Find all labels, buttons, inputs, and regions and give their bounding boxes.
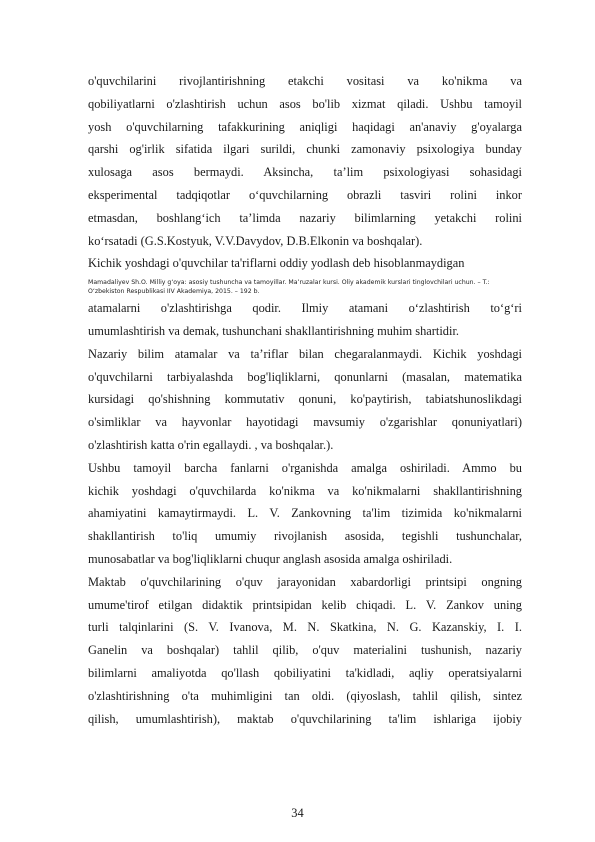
paragraph-2 [88, 252, 522, 342]
text-line: kursidagi qo'shishning kommutativ qonuni, ko'paytirish, tabiatshunoslikdagi [88, 392, 522, 407]
paragraph-5 [88, 571, 522, 731]
text-line: o'quvchilarni tarbiyalashda bog'liqliklarni, qonunlarni (masalan, matematika [88, 369, 522, 384]
text-line: Maktab o'quvchilarining o'quv jarayonidan xabardorligi printsipi ongning [88, 574, 522, 589]
text-line: eksperimental tadqiqotlar o‘quvchilarning obrazli tasviri rolini inkor [88, 187, 522, 202]
text-line: ahamiyatini kamaytirmaydi. L. V. Zankovning ta'lim tizimida ko'nikmalarni [88, 506, 522, 521]
footnote-line: Mamadaliyev Sh.O. Milliy g‘oya: asosiy tushuncha va tamoyillar. Ma’ruzalar kursi. Oliy akademik kurslari tinglovchilari uchun. – T.: [88, 279, 490, 287]
text-line: o'quvchilarini rivojlantirishning etakchi vositasi va ko'nikma va [88, 74, 522, 88]
text-line: Nazariy bilim atamalar va ta’riflar bilan chegaralanmaydi. Kichik yoshdagi [88, 346, 522, 361]
text-line: bilimlarni amaliyotda qo'llash qobiliyatini ta'kidladi, aqliy operatsiyalarni [88, 665, 522, 680]
text-line: o'simliklar va hayvonlar hayotidagi mavsumiy o'zgarishlar qonuniyatlari) [88, 415, 522, 430]
text-line: o'zlashtirishning o'ta muhimligini tan oldi. (qiyoslash, tahlil qilish, sintez [88, 688, 522, 703]
text-line: ko‘rsatadi (G.S.Kostyuk, V.V.Davydov, D.B.Elkonin va boshqalar). [88, 233, 423, 248]
text-line: qobiliyatlarni o'zlashtirish uchun asos bo'lib xizmat qiladi. Ushbu tamoyil [88, 96, 522, 111]
text-line: o'zlashtirish katta o'rin egallaydi. , va boshqalar.). [88, 437, 334, 452]
paragraph-1 [88, 70, 522, 252]
footnote-line: O‘zbekiston Respublikasi IIV Akademiya, 2015. – 192 b. [88, 288, 260, 296]
text-line: Kichik yoshdagi o'quvchilar ta'riflarni oddiy yodlash deb hisoblanmaydigan [88, 256, 465, 271]
paragraph-4 [88, 457, 522, 571]
text-line: umumlashtirish va demak, tushunchani shakllantirishning muhim shartidir. [88, 323, 459, 338]
text-line: xulosaga asos bermaydi. Aksincha, ta’lim psixologiyasi sohasidagi [88, 165, 522, 180]
text-line: munosabatlar va bog'liqliklarni chuqur anglash asosida amalga oshiriladi. [88, 551, 453, 566]
text-line: qilish, umumlashtirish), maktab o'quvchilarining ta'lim ishlariga ijobiy [88, 711, 522, 726]
footnote [88, 278, 522, 296]
text-line: yosh o'quvchilarning tafakkurining aniqligi haqidagi an'anaviy g'oyalarga [88, 119, 522, 134]
text-line: umume'tirof etilgan didaktik printsipidan kelib chiqadi. L. V. Zankov uning [88, 597, 522, 612]
text-line: atamalarni o'zlashtirishga qodir. Ilmiy atamani o‘zlashtirish to‘g‘ri [88, 301, 522, 316]
page-body [88, 70, 522, 730]
paragraph-3 [88, 343, 522, 457]
text-line: qarshi og'irlik sifatida ilgari surildi, chunki zamonaviy psixologiya bunday [88, 142, 522, 157]
text-line: shakllantirish to'liq umumiy rivojlanish asosida, tegishli tushunchalar, [88, 529, 522, 544]
text-line: kichik yoshdagi o'quvchilarda ko'nikma va ko'nikmalarni shakllantirishning [88, 483, 522, 498]
page-number: 34 [291, 806, 304, 820]
text-line: etmasdan, boshlang‘ich ta’limda nazariy bilimlarning yetakchi rolini [88, 210, 522, 225]
text-line: Ushbu tamoyil barcha fanlarni o'rganishda amalga oshiriladi. Ammo bu [88, 460, 522, 475]
text-line: Ganelin va boshqalar) tahlil qilib, o'quv materialini tushunish, nazariy [88, 643, 522, 658]
text-line: turli talqinlarini (S. V. Ivanova, M. N. Skatkina, N. G. Kazanskiy, I. I. [88, 620, 522, 635]
